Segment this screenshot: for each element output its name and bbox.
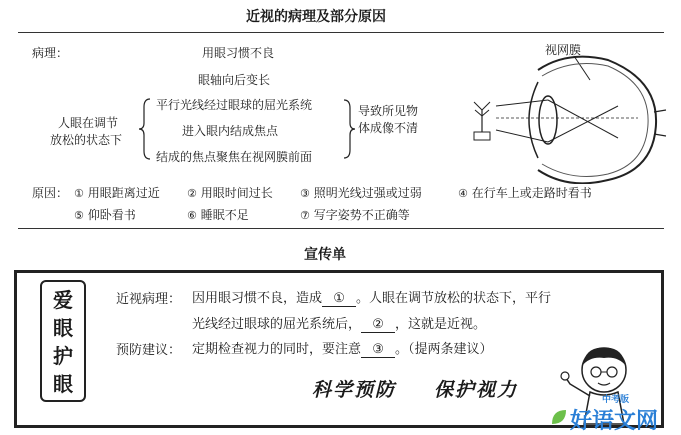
left-brace: [138, 97, 152, 161]
side-char: 护: [53, 344, 73, 368]
flyer-title: 宣传单: [304, 247, 346, 263]
cause-item: ④ 在行车上或走路时看书: [458, 186, 592, 200]
cause-item: ⑦ 写字姿势不正确等: [300, 208, 410, 222]
cause-item: ① 用眼距离过近: [74, 186, 160, 200]
pathology-label: 病理：: [32, 46, 69, 60]
result-line-1: 导致所见物: [358, 104, 419, 118]
right-brace: [342, 98, 356, 160]
eye-state-line-2: 放松的状态下: [50, 133, 123, 147]
chain-step-1: 用眼习惯不良: [202, 46, 275, 60]
flyer-line-2: 光线经过眼球的屈光系统后， ② ，这就是近视。: [192, 317, 487, 332]
flyer-line-1: 因用眼习惯不良，造成 ① 。人眼在调节放松的状态下，平行: [192, 291, 552, 306]
flyer-line-1-label: 近视病理：: [116, 292, 182, 307]
blank-2: ②: [361, 317, 395, 333]
side-char: 眼: [53, 372, 73, 396]
side-title-box: [40, 280, 86, 402]
cause-item: ② 用眼时间过长: [187, 186, 273, 200]
diagram-title: 近视的病理及部分原因: [246, 9, 386, 25]
watermark-logo: 好语文网: [570, 409, 659, 434]
eye-diagram: [468, 52, 668, 184]
result-line-2: 体成像不清: [358, 121, 419, 135]
slogan-right: 保护视力: [434, 379, 519, 401]
side-char: 爱: [53, 288, 73, 312]
slogan-left: 科学预防: [312, 379, 397, 401]
chain-step-3: 平行光线经过眼球的屈光系统: [156, 98, 313, 112]
eye-state-line-1: 人眼在调节: [58, 116, 119, 130]
causes-label: 原因：: [32, 186, 69, 200]
chain-step-5: 结成的焦点聚焦在视网膜前面: [156, 150, 313, 164]
blank-3: ③: [361, 342, 395, 358]
cause-item: ⑤ 仰卧看书: [74, 208, 136, 222]
blank-1: ①: [322, 291, 356, 307]
chain-step-4: 进入眼内结成焦点: [182, 124, 279, 138]
cause-item: ⑥ 睡眠不足: [187, 208, 249, 222]
watermark-leaf-icon: [548, 406, 568, 428]
retina-label: 视网膜: [545, 43, 582, 57]
flyer-line-3-label: 预防建议：: [116, 343, 182, 358]
flyer-line-3: 定期检查视力的同时，要注意 ③ 。（提两条建议）: [192, 342, 493, 357]
watermark-sub: 中考版: [602, 395, 630, 405]
chain-step-2: 眼轴向后变长: [198, 73, 271, 87]
divider-top: [18, 32, 664, 33]
side-char: 眼: [53, 316, 73, 340]
cause-item: ③ 照明光线过强或过弱: [300, 186, 422, 200]
divider-bottom: [18, 228, 664, 229]
